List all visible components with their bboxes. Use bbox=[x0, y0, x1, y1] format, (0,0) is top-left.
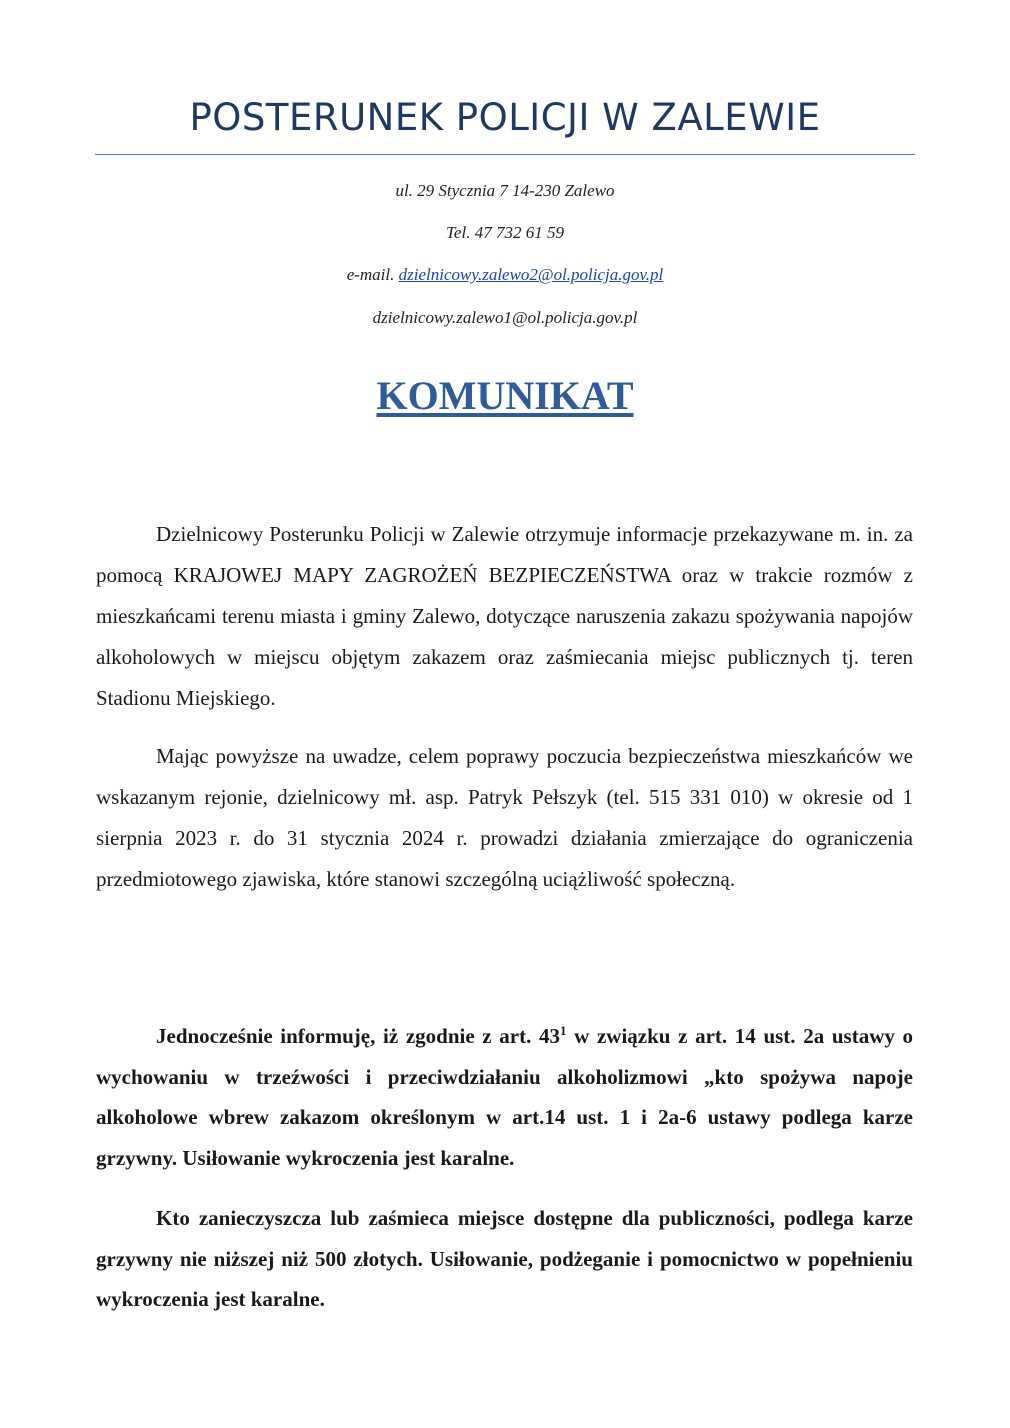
email-primary-link[interactable]: dzielnicowy.zalewo2@ol.policja.gov.pl bbox=[398, 265, 664, 284]
paragraph-officer-actions: Mając powyższe na uwadze, celem poprawy poczucia bezpieczeństwa mieszkańców we wskazanym rejonie, dzielnicowy mł. asp. Patryk Pełszyk (tel. 515 331 010) w okresie od 1 sierpnia 2023 r. do 31 stycznia 2024 r. prowadzi działania zmierzające do ograniczenia przedmiotowego zjawiska, które stanowi szczególną uciążliwość społeczną. bbox=[96, 744, 913, 891]
address-line: ul. 29 Stycznia 7 14-230 Zalewo bbox=[395, 181, 615, 200]
paragraph-reports: Dzielnicowy Posterunku Policji w Zalewie otrzymuje informacje przekazywane m. in. za pomocą KRAJOWEJ MAPY ZAGROŻEŃ BEZPIECZEŃSTWA oraz w trakcie rozmów z mieszkańcami terenu miasta i gminy Zalewo, dotyczące naruszenia zakazu spożywania napojów alkoholowych w miejscu objętym zakazem oraz zaśmiecania miejsc publicznych tj. teren Stadionu Miejskiego. bbox=[96, 522, 913, 710]
paragraph-legal-notice bbox=[96, 1016, 913, 1178]
email-line bbox=[95, 265, 915, 285]
legal-notice-text-end: w związku z art. 14 ust. 2a ustawy o wychowaniu w trzeźwości i przeciwdziałaniu alkoholizmowi „kto spożywa napoje alkoholowe wbrew zakazom określonym w art.14 ust. 1 i 2a-6 ustawy podlega karze grzywny. Usiłowanie wykroczenia jest karalne. bbox=[96, 1024, 914, 1170]
phone-line: Tel. 47 732 61 59 bbox=[446, 223, 564, 242]
article-superscript: 1 bbox=[560, 1023, 567, 1038]
document-title: KOMUNIKAT bbox=[376, 373, 634, 418]
legal-notice-text-start: Jednocześnie informuję, iż zgodnie z art. 43 bbox=[156, 1024, 560, 1048]
email-label: e-mail. bbox=[346, 265, 399, 284]
header-divider bbox=[95, 154, 915, 155]
paragraph-littering-penalty: Kto zanieczyszcza lub zaśmieca miejsce dostępne dla publiczności, podlega karze grzywny nie niższej niż 500 złotych. Usiłowanie, podżeganie i pomocnictwo w popełnieniu wykroczenia jest karalne. bbox=[96, 1206, 913, 1311]
email-secondary-line: dzielnicowy.zalewo1@ol.policja.gov.pl bbox=[372, 308, 638, 327]
station-name-heading: POSTERUNEK POLICJI W ZALEWIE bbox=[189, 96, 821, 139]
